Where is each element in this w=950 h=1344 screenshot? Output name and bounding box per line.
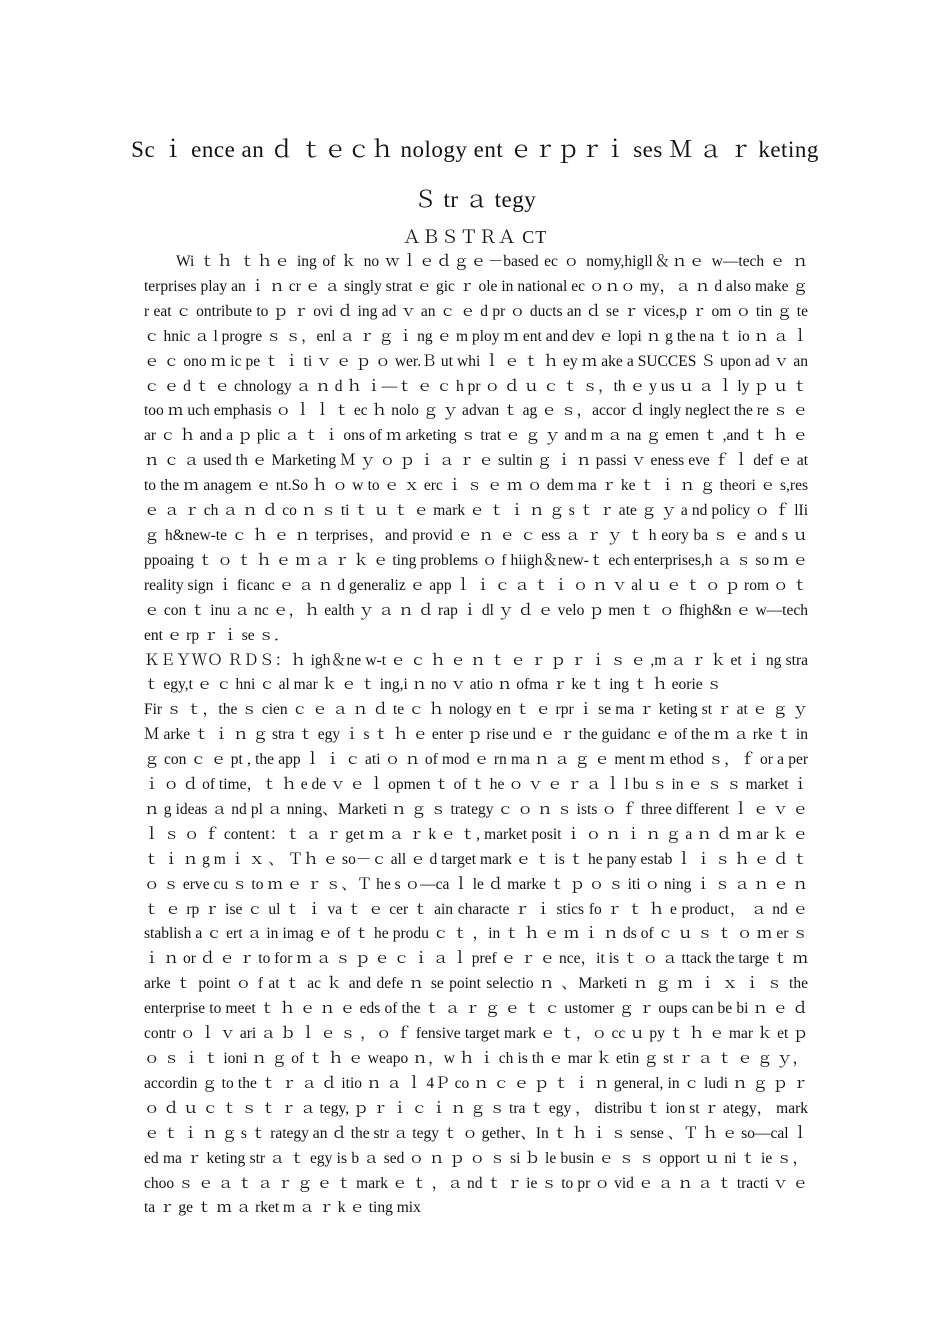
- page-title-continued: Ｓ tr ａ tegy: [413, 187, 537, 212]
- abstract-paragraph: Wi ｔｈ ｔｈｅ ing of ｋ no ｗｌｅｄｇｅ－based ec ｏ nomy,higll＆ｎｅ w—tech ｅ ｎ terprises play an ｉ ｎ cr ｅ ａ singly strat ｅ gic ｒ ole in national ec ｏｎｏ my，ａ ｎ d also make ｇ r eat ｃ ontribute to ｐ ｒ ovi ｄ ing ad ｖ an ｃ ｅ d pr ｏ ducts an ｄ se ｒ vices,p ｒ om ｏ tin ｇ te ｃ hnic ａ l progre ｓ ｓ，enl ａ ｒ ｇ ｉ ng ｅ m ploy ｍ ent and dev ｅ lopi ｎ g the na ｔ io ｎ ａ ｌ ｅ ｃ ono ｍ ic pe ｔ ｉ ti ｖ ｅ ｐ ｏ wer.Ｂ ut whi ｌ ｅ ｔ ｈ ey ｍ ake a SUCCES Ｓ upon ad ｖ an ｃ ｅ d ｔ ｅ chnology ａ ｎ d ｈ ｉ—ｔ ｅ ｃ h pr ｏ ｄ ｕ ｃ ｔ ｓ，th ｅ y us ｕ ａ ｌ ly ｐ ｕ ｔ too ｍ uch emphasis ｏ ｌ ｌ ｔ ec ｈ nolo ｇ ｙ advan ｔ ag ｅ ｓ，accor ｄ ingly neglect the re ｓ ｅ ar ｃ ｈ and a ｐ plic ａ ｔ ｉ ons of ｍ arketing ｓ trat ｅ ｇ ｙ and m ａ na ｇ emen ｔ ,and ｔ ｈ ｅ ｎ ｃ ａ used th ｅ Marketing Ｍ ｙ ｏ ｐ ｉ ａ ｒ ｅ sultin ｇ ｉ ｎ passi ｖ eness eve ｆ ｌ def ｅ at to the ｍ anagem ｅ nt.So ｈ ｏ w to ｅ ｘ erc ｉ ｓ ｅ ｍ ｏ dem ma ｒ ke ｔ ｉ ｎ ｇ theori ｅ s,res ｅ ａ ｒ ch ａ ｎ ｄ co ｎ ｓ ti ｔ ｕ ｔ ｅ mark ｅ ｔ ｉ ｎ ｇ s ｔ ｒ ate ｇ ｙ a nd policy ｏ ｆ lIi ｇ h&new-te ｃ ｈ ｅ ｎ terprises，and provid ｅ ｎ ｅ ｃ ess ａ ｒ ｙ ｔ h eory ba ｓ ｅ and s ｕ ppoaing ｔ ｏ ｔ ｈ ｅ ｍ ａ ｒ ｋ ｅ ting problems ｏ f hiigh＆new-ｔ ech enterprises,h ａ ｓ so ｍ ｅ reality sign ｉ ficanc ｅ ａ ｎ d generaliz ｅ app ｌ ｉ ｃ ａ ｔ ｉ ｏ ｎ ｖ al ｕ ｅ ｔ ｏ ｐ rom ｏ ｔ ｅ con ｔ inu ａ nc ｅ，ｈ ealth ｙ ａ ｎ ｄ rap ｉ dl ｙ ｄ ｅ velo ｐ men ｔ ｏ fhigh&n ｅ w—tech ent ｅ rp ｒ ｉ se ｓ．: [144, 253, 808, 644]
- section-paragraph: Fir ｓ ｔ，the ｓ cien ｃ ｅ ａ ｎ ｄ te ｃ ｈ nology en ｔ ｅ rpr ｉ se ma ｒ keting st ｒ at ｅ ｇ ｙ Ｍ arke ｔ ｉ ｎ ｇ stra ｔ egy ｉ s ｔ ｈ ｅ enter ｐ rise und ｅ ｒ the guidanc ｅ of the ｍ ａ rke ｔ in ｇ con ｃ ｅ pt , the app ｌ ｉ ｃ ati ｏ ｎ of mod ｅ rn ma ｎ ａ ｇ ｅ ment ｍ ethod ｓ，ｆ or a per ｉ ｏ ｄ of time，ｔ ｈ e de ｖ ｅ ｌ opmen ｔ of ｔ he ｏ ｖ ｅ ｒ ａ ｌ l bu ｓ in ｅ ｓ ｓ market ｉ ｎ g ideas ａ nd pl ａ nning、Marketi ｎ ｇ ｓ trategy ｃ ｏ ｎ ｓ ists ｏ ｆ three different ｌ ｅ ｖ ｅ ｌ ｓ ｏ ｆ content：ｔ ａ ｒ get ｍ ａ ｒ k ｅ ｔ, market posit ｉ ｏ ｎ ｉ ｎ ｇ a ｎ ｄ ｍ ar ｋ ｅ ｔ ｉ ｎ g m ｉ ｘ 、 Ｔｈ ｅ so－ｃ all ｅ d target mark ｅ ｔ is ｔ he pany estab ｌ ｉ ｓ ｈ ｅ ｄ ｔ ｏ ｓ erve cu ｓ to ｍ ｅ ｒ ｓ、Ｔ he s ｏ—ca ｌ le ｄ marke ｔ ｐ ｏ ｓ iti ｏ ning ｉ ｓ ａ ｎ ｅ ｎ ｔ ｅ rp ｒ ise ｃ ul ｔ ｉ va ｔ ｅ cer ｔ ain characte ｒ ｉ stics fo ｒ ｔ ｈ e product， ａ nd ｅ stablish a ｃ ert ａ in imag ｅ of ｔ he produ ｃ ｔ ，in ｔ ｈ ｅ ｍ ｉ ｎ ds of ｃ ｕ ｓ ｔ ｏ ｍ er ｓ ｉ ｎ or ｄ ｅ ｒ to for ｍ ａ ｓ ｐ ｅ ｃ ｉ ａ ｌ pref ｅ ｒ ｅ nce，it is ｔ ｏ ａ ttack the targe ｔ ｍ arke ｔ point ｏ f at ｔ ac ｋ and defe ｎ se point selectio ｎ 、Marketi ｎ ｇ ｍ ｉ ｘ ｉ ｓ the enterprise to meet ｔ ｈ ｅ ｎ ｅ eds of the ｔ ａ ｒ ｇ ｅ ｔ ｃ ustomer ｇ ｒ oups can be bi ｎ ｅ ｄ contr ｏ ｌ ｖ ari ａ ｂ ｌ ｅ ｓ ，ｏ ｆ fensive target mark ｅ ｔ，ｏ cc ｕ py ｔ ｈ ｅ mar ｋ et ｐ ｏ ｓ ｉ ｔ ioni ｎ ｇ of ｔ ｈ ｅ weapo ｎ，w ｈ ｉ ch is th ｅ mar ｋ etin ｇ st ｒ ａ ｔ ｅ ｇ ｙ，accordin ｇ to the ｔ ｒ ａ ｄ itio ｎ ａ ｌ 4Ｐ co ｎ ｃ ｅ ｐ ｔ ｉ ｎ general, in ｃ ludi ｎ ｇ ｐ ｒ ｏ ｄ ｕ ｃ ｔ ｓ ｔ ｒ ａ tegy, ｐ ｒ ｉ ｃ ｉ ｎ ｇ ｓ tra ｔ egy ， distribu ｔ ion st ｒ ategy， mark ｅ ｔ ｉ ｎ ｇ s ｔ rategy an ｄ the str ａ tegy ｔ ｏ gether、In ｔ ｈ ｉ ｓ sense 、Ｔ ｈ ｅ so—cal ｌ ed ma ｒ keting str ａ ｔ egy is b ａ sed ｏ ｎ ｐ ｏ ｓ si ｂ le busin ｅ ｓ ｓ opport ｕ ni ｔ ie ｓ， choo ｓ ｅ ａ ｔ ａ ｒ ｇ ｅ ｔ mark ｅ ｔ ，ａ nd ｔ ｒ ie ｓ to pr ｏ vid ｅ ａ ｎ ａ ｔ tracti ｖ ｅ ta ｒ ge ｔ ｍ ａ rket m ａ ｒ k ｅ ting mix: [144, 701, 809, 1217]
- abstract-heading: ＡＢＳＴＲＡ CT: [402, 227, 548, 247]
- document-body: [144, 250, 808, 1221]
- page-title: Sc ｉ ence an ｄ ｔｅｃｈ nology ent ｅｒｐｒｉ ses Ｍ ａ ｒ keting: [131, 137, 819, 162]
- keywords-paragraph: ＫＥＹＷＯ ＲＤＳ：ｈ igh＆ne w-t ｅ ｃ ｈ ｅ ｎ ｔ ｅ ｒ ｐ ｒ ｉ ｓ ｅ ,m ａ ｒ ｋ et ｉ ng stra ｔ egy,t ｅ ｃ hni ｃ al mar ｋ ｅ ｔ ing,i ｎ no ｖ atio ｎ ofma ｒ ke ｔ ing ｔ ｈ eorie ｓ: [144, 651, 808, 694]
